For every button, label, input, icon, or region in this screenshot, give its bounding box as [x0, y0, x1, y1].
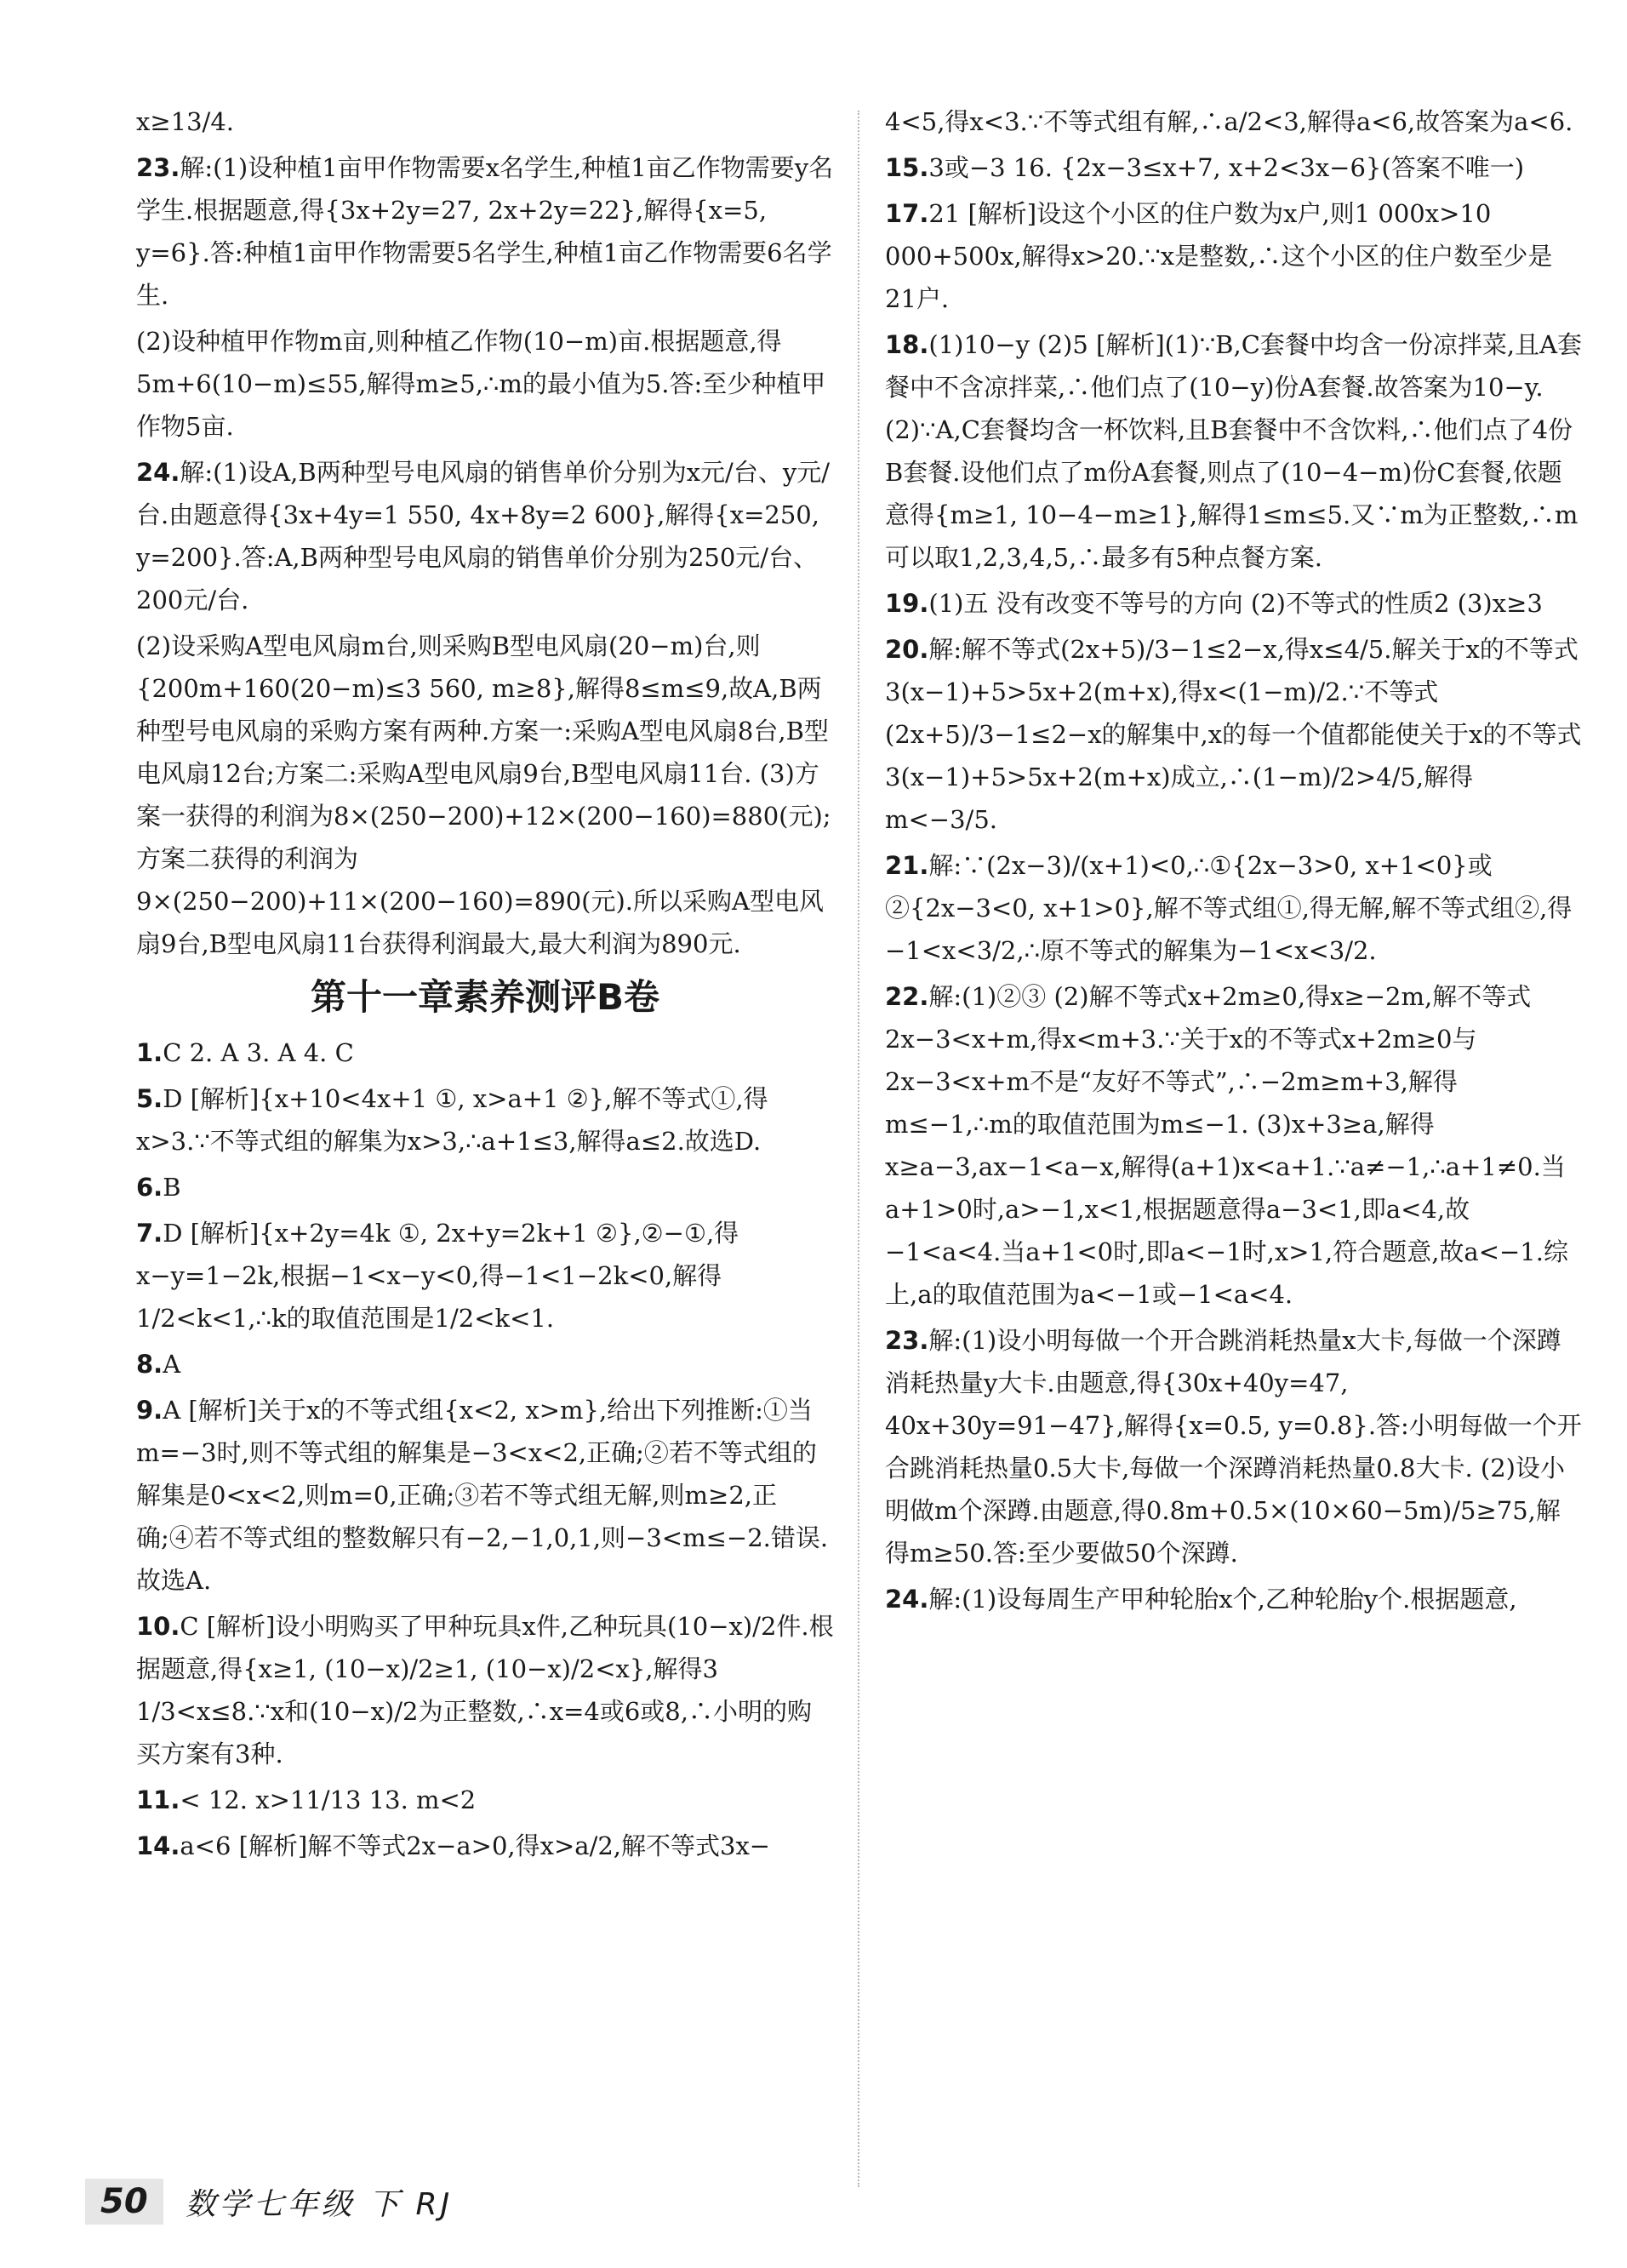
page-footer	[85, 2176, 453, 2227]
answer-paragraph: 22.解:(1)②③ (2)解不等式x+2m≥0,得x≥−2m,解不等式2x−3<x+m,得x<m+3.∵关于x的不等式x+2m≥0与2x−3<x+m不是“友好不等式”,∴−2m≥m+3,解得m≤−1,∴m的取值范围为m≤−1. (3)x+3≥a,解得x≥a−3,ax−1<a−x,解得(a+1)x<a+1.∵a≠−1,∴a+1≠0.当a+1>0时,a>−1,x<1,根据题意得a−3<1,即a<4,故−1<a<4.当a+1<0时,即a<−1时,x>1,符合题意,故a<−1.综上,a的取值范围为a<−1或−1<a<4.	[885, 982, 1568, 1309]
answer-paragraph: (2)设种植甲作物m亩,则种植乙作物(10−m)亩.根据题意,得5m+6(10−m)≤55,解得m≥5,∴m的最小值为5.答:至少种植甲作物5亩.	[136, 327, 826, 441]
answer-paragraph: 19.(1)五 没有改变不等号的方向 (2)不等式的性质2 (3)x≥3	[885, 589, 1543, 618]
answer-paragraph: 1.C 2. A 3. A 4. C	[136, 1038, 354, 1067]
right-column	[885, 100, 1583, 1624]
answer-paragraph: 4<5,得x<3.∵不等式组有解,∴a/2<3,解得a<6,故答案为a<6.	[885, 107, 1573, 136]
answer-paragraph: 6.B	[136, 1173, 181, 1202]
answer-paragraph: 14.a<6 [解析]解不等式2x−a>0,得x>a/2,解不等式3x−	[136, 1831, 771, 1860]
answer-paragraph: 7.D [解析]{x+2y=4k ①, 2x+y=2k+1 ②},②−①,得x−y=1−2k,根据−1<x−y<0,得−1<1−2k<0,解得1/2<k<1,∴k的取值范围是1/2<k<1.	[136, 1219, 739, 1333]
answer-paragraph: 5.D [解析]{x+10<4x+1 ①, x>a+1 ②},解不等式①,得x>3.∵不等式组的解集为x>3,∴a+1≤3,解得a≤2.故选D.	[136, 1084, 768, 1156]
answer-paragraph: 20.解:解不等式(2x+5)/3−1≤2−x,得x≤4/5.解关于x的不等式3(x−1)+5>5x+2(m+x),得x<(1−m)/2.∵不等式(2x+5)/3−1≤2−x的解集中,x的每一个值都能使关于x的不等式3(x−1)+5>5x+2(m+x)成立,∴(1−m)/2>4/5,解得m<−3/5.	[885, 635, 1582, 834]
section-title: 第十一章素养测评B卷	[310, 976, 659, 1018]
answer-paragraph: 18.(1)10−y (2)5 [解析](1)∵B,C套餐中均含一份凉拌菜,且A套餐中不含凉拌菜,∴他们点了(10−y)份A套餐.故答案为10−y. (2)∵A,C套餐均含一杯饮料,且B套餐中不含饮料,∴他们点了4份B套餐.设他们点了m份A套餐,则点了(10−4−m)份C套餐,依题意得{m≥1, 10−4−m≥1},解得1≤m≤5.又∵m为正整数,∴m可以取1,2,3,4,5,∴最多有5种点餐方案.	[885, 330, 1583, 572]
answer-paragraph: 10.C [解析]设小明购买了甲种玩具x件,乙种玩具(10−x)/2件.根据题意,得{x≥1, (10−x)/2≥1, (10−x)/2<x},解得3 1/3<x≤8.∵x和(10−x)/2为正整数,∴x=4或6或8,∴小明的购买方案有3种.	[136, 1612, 834, 1768]
answer-paragraph: 24.解:(1)设每周生产甲种轮胎x个,乙种轮胎y个.根据题意,	[885, 1585, 1517, 1614]
answer-paragraph: 21.解:∵(2x−3)/(x+1)<0,∴①{2x−3>0, x+1<0}或②{2x−3<0, x+1>0},解不等式组①,得无解,解不等式组②,得−1<x<3/2,∴原不等式的解集为−1<x<3/2.	[885, 851, 1573, 965]
answer-paragraph: x≥13/4.	[136, 107, 234, 136]
book-label: 数学七年级 下 RJ	[185, 2186, 454, 2222]
answer-paragraph: (2)设采购A型电风扇m台,则采购B型电风扇(20−m)台,则{200m+160(20−m)≤3 560, m≥8},解得8≤m≤9,故A,B两种型号电风扇的采购方案有两种.方案一:采购A型电风扇8台,B型电风扇12台;方案二:采购A型电风扇9台,B型电风扇11台. (3)方案一获得的利润为8×(250−200)+12×(200−160)=880(元);方案二获得的利润为9×(250−200)+11×(200−160)=890(元).所以采购A型电风扇9台,B型电风扇11台获得利润最大,最大利润为890元.	[136, 631, 831, 958]
answer-paragraph: 23.解:(1)设种植1亩甲作物需要x名学生,种植1亩乙作物需要y名学生.根据题意,得{3x+2y=27, 2x+2y=22},解得{x=5, y=6}.答:种植1亩甲作物需要5名学生,种植1亩乙作物需要6名学生.	[136, 153, 834, 310]
answer-paragraph: 23.解:(1)设小明每做一个开合跳消耗热量x大卡,每做一个深蹲消耗热量y大卡.由题意,得{30x+40y=47, 40x+30y=91−47},解得{x=0.5, y=0.8}.答:小明每做一个开合跳消耗热量0.5大卡,每做一个深蹲消耗热量0.8大卡. (2)设小明做m个深蹲.由题意,得0.8m+0.5×(10×60−5m)/5≥75,解得m≥50.答:至少要做50个深蹲.	[885, 1326, 1582, 1568]
page-number: 50	[85, 2179, 163, 2225]
answer-paragraph: 15.3或−3 16. {2x−3≤x+7, x+2<3x−6}(答案不唯一)	[885, 153, 1525, 182]
left-column	[136, 100, 834, 1871]
column-divider	[858, 111, 859, 2187]
answer-paragraph: 11.< 12. x>11/13 13. m<2	[136, 1785, 477, 1814]
answer-paragraph: 8.A	[136, 1350, 181, 1379]
answer-paragraph: 24.解:(1)设A,B两种型号电风扇的销售单价分别为x元/台、y元/台.由题意得{3x+4y=1 550, 4x+8y=2 600},解得{x=250, y=200}.答:A,B两种型号电风扇的销售单价分别为250元/台、200元/台.	[136, 458, 830, 614]
answer-paragraph: 17.21 [解析]设这个小区的住户数为x户,则1 000x>10 000+500x,解得x>20.∵x是整数,∴这个小区的住户数至少是21户.	[885, 199, 1553, 313]
answer-paragraph: 9.A [解析]关于x的不等式组{x<2, x>m},给出下列推断:①当m=−3时,则不等式组的解集是−3<x<2,正确;②若不等式组的解集是0<x<2,则m=0,正确;③若不等式组无解,则m≥2,正确;④若不等式组的整数解只有−2,−1,0,1,则−3<m≤−2.错误.故选A.	[136, 1396, 829, 1595]
